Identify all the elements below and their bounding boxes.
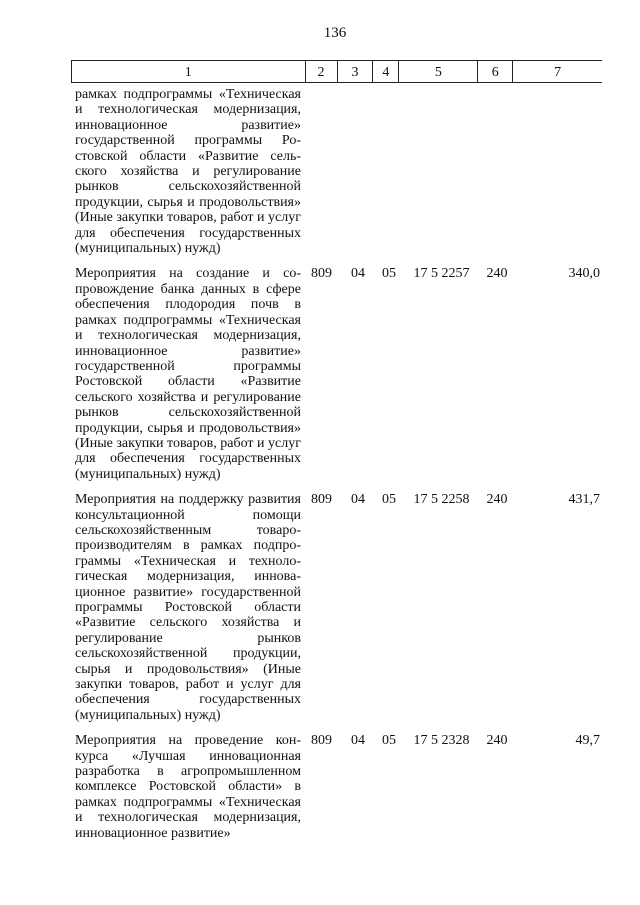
cell-amount: 49,7 (575, 733, 600, 749)
row-description: Мероприятия на создание и сопровождение банка данных в сфере обеспечения плодородия почв в рамках подпрограммы «Техническая и технологическая модернизация, инновационное развитие» государственной программы Ростовской области «Развитие сельского хозяйства и регулирование рынков сельскохозяйственной продукции, сырья и продовольствия» (Иные закупки товаров, работ и услуг для обеспечения государственных (муниципальных) нужд) (75, 266, 301, 482)
cell-amount: 431,7 (568, 492, 600, 508)
column-header-7: 7 (554, 65, 562, 80)
cell-expense-type: 240 (486, 492, 508, 508)
cell-subsection: 05 (382, 733, 396, 749)
cell-target-article: 17 5 2258 (413, 492, 470, 508)
table-row (75, 87, 600, 256)
cell-section: 04 (351, 492, 365, 508)
table-row (75, 492, 600, 723)
table-row (75, 733, 600, 841)
cell-section: 04 (351, 266, 365, 282)
column-header-4: 4 (373, 61, 399, 82)
cell-target-article: 17 5 2328 (413, 733, 470, 749)
table-header (71, 60, 602, 83)
page-number: 136 (323, 25, 347, 41)
cell-section: 04 (351, 733, 365, 749)
table-row (75, 266, 600, 482)
cell-amount: 340,0 (568, 266, 600, 282)
column-header-6: 6 (478, 61, 513, 82)
cell-ministry-code: 809 (311, 492, 332, 508)
column-header-1: 1 (72, 61, 306, 82)
table-body (75, 87, 600, 851)
row-description: рамках подпрограммы «Техническая и технологическая модернизация, инновационное развитие» государственной программы Ростовской области «Развитие сельского хозяйства и регулирование рынков сельскохозяйственной продукции, сырья и продовольствия» (Иные закупки товаров, работ и услуг для обеспечения государственных (муниципальных) нужд) (75, 87, 301, 257)
column-header-3: 3 (338, 61, 374, 82)
column-header-2: 2 (306, 61, 338, 82)
cell-expense-type: 240 (486, 733, 508, 749)
column-header-5: 5 (399, 61, 478, 82)
cell-expense-type: 240 (486, 266, 508, 282)
cell-subsection: 05 (382, 492, 396, 508)
cell-ministry-code: 809 (311, 266, 332, 282)
row-description: Мероприятия на проведение конкурса «Лучшая инновационная разработка в агропромышленном комплексе Ростовской области» в рамках подпрограммы «Техническая и технологическая модернизация, инновационное развитие» (75, 733, 301, 841)
cell-target-article: 17 5 2257 (413, 266, 470, 282)
cell-ministry-code: 809 (311, 733, 332, 749)
cell-subsection: 05 (382, 266, 396, 282)
row-description: Мероприятия на поддержку развития консультационной помощи сельскохозяйственным товаропроизводителям в рамках подпрограммы «Техническая и технологическая модернизация, инновационное развитие» государственной программы Ростовской области «Развитие сельского хозяйства и регулирование рынков сельскохозяйственной продукции, сырья и продовольствия» (Иные закупки товаров, работ и услуг для обеспечения государственных (муниципальных) нужд) (75, 492, 301, 723)
